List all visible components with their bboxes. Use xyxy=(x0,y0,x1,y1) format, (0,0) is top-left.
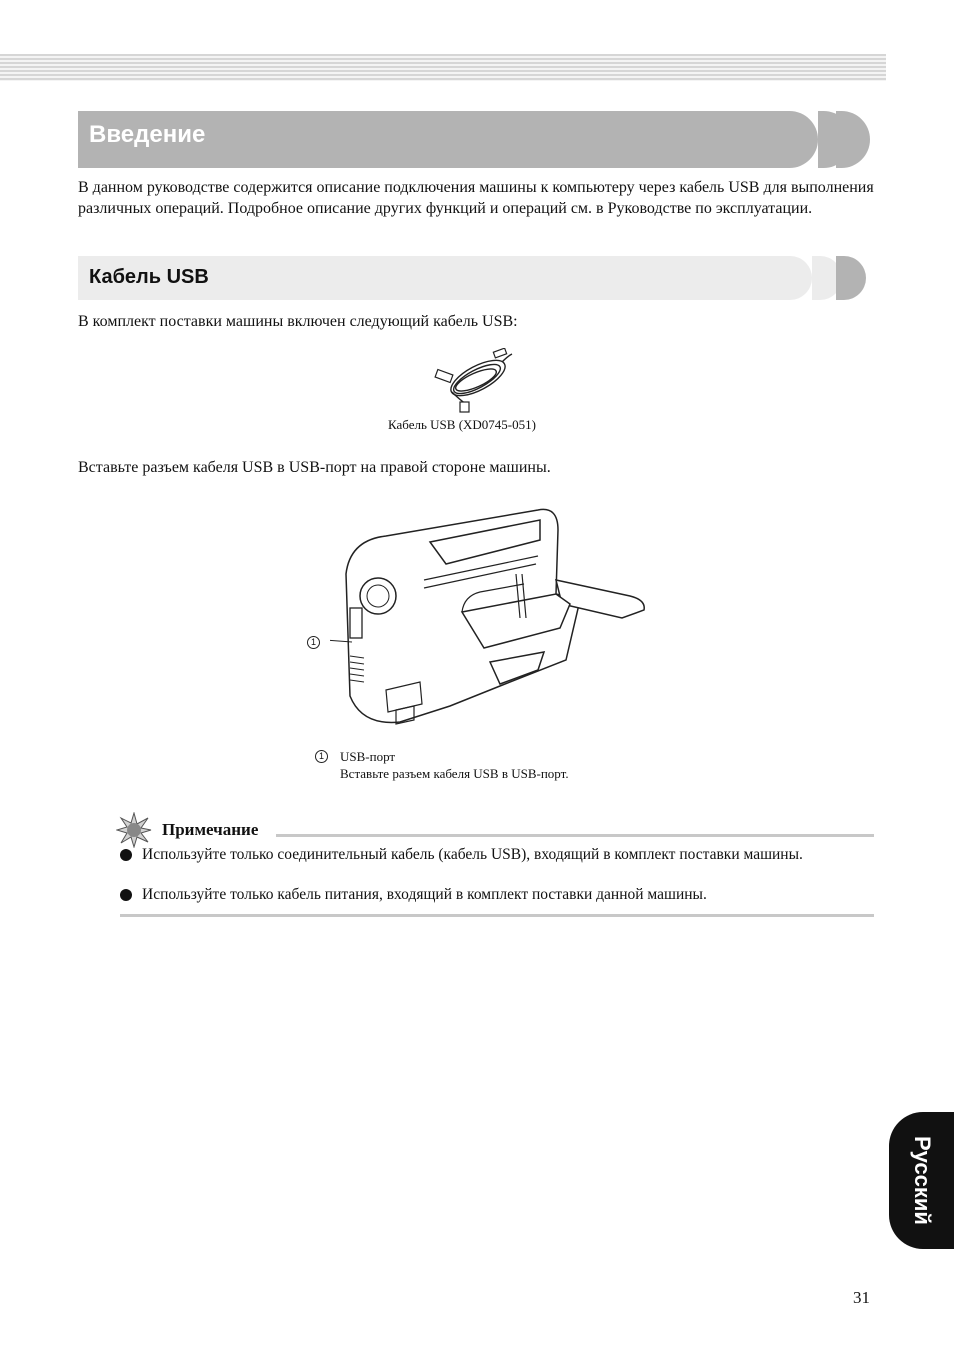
bullet-icon xyxy=(120,889,132,901)
legend-number: 1 xyxy=(315,750,328,763)
bullet-icon xyxy=(120,849,132,861)
legend-description: Вставьте разъем кабеля USB в USB-порт. xyxy=(340,766,569,781)
note-item: Используйте только кабель питания, входящий в комплект поставки данной машины. xyxy=(142,886,707,903)
section-heading-cap xyxy=(836,111,870,168)
insert-instruction-text: Вставьте разъем кабеля USB в USB-порт на правой стороне машины. xyxy=(78,459,551,476)
legend-title: USB-порт xyxy=(340,749,396,764)
subsection-title: Кабель USB xyxy=(89,266,209,288)
header-stripe-band xyxy=(0,54,886,81)
callout-number: 1 xyxy=(307,636,320,649)
note-rule xyxy=(120,914,874,917)
note-title: Примечание xyxy=(162,820,259,839)
usb-cable-illustration xyxy=(432,348,518,414)
section-title: Введение xyxy=(89,121,206,148)
note-sparkle-icon xyxy=(116,812,152,848)
note-item: Используйте только соединительный кабель (кабель USB), входящий в комплект поставки машины. xyxy=(142,846,803,863)
intro-paragraph: В данном руководстве содержится описание подключения машины к компьютеру через кабель USB для выполнения различных операций. Подробное описание других функций и операций см. в Руководстве по эксплуатации. xyxy=(78,179,874,217)
sewing-machine-illustration xyxy=(330,500,650,732)
note-rule xyxy=(276,834,874,837)
subsection-heading-cap xyxy=(836,256,866,300)
included-cable-text: В комплект поставки машины включен следующий кабель USB: xyxy=(78,313,518,330)
language-tab-label: Русский xyxy=(910,1135,935,1225)
page-number: 31 xyxy=(853,1288,870,1307)
cable-caption: Кабель USB (XD0745-051) xyxy=(388,417,536,432)
